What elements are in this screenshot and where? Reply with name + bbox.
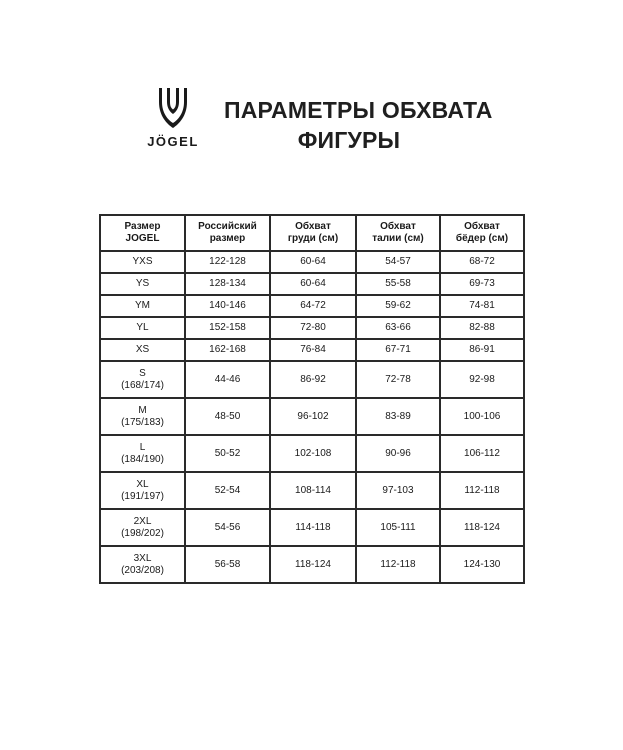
header-text: груди (см) [287, 233, 339, 244]
cell-chest: 108-114 [270, 472, 356, 509]
cell-size [100, 546, 185, 583]
size-text: (191/197) [121, 490, 164, 502]
size-text: XS [135, 344, 150, 355]
cell-size [100, 398, 185, 435]
cell-hips: 106-112 [440, 435, 524, 472]
cell-waist: 59-62 [356, 295, 440, 317]
page-title [224, 95, 493, 155]
cell-size [100, 295, 185, 317]
cell-russian-size: 48-50 [185, 398, 270, 435]
cell-russian-size: 128-134 [185, 273, 270, 295]
cell-hips: 82-88 [440, 317, 524, 339]
cell-chest: 114-118 [270, 509, 356, 546]
header [0, 0, 623, 170]
header-text: талии (см) [372, 233, 424, 244]
cell-size [100, 509, 185, 546]
cell-chest: 60-64 [270, 273, 356, 295]
header-text: Обхват [380, 221, 416, 232]
header-chest [270, 215, 356, 251]
cell-size [100, 435, 185, 472]
header-russian-size [185, 215, 270, 251]
cell-hips: 100-106 [440, 398, 524, 435]
header-text: бёдер (см) [455, 233, 509, 244]
size-text: (203/208) [121, 564, 164, 576]
header-text: размер [209, 233, 246, 244]
cell-chest: 64-72 [270, 295, 356, 317]
header-waist [356, 215, 440, 251]
header-text: Размер [124, 221, 161, 232]
cell-waist: 72-78 [356, 361, 440, 398]
jogel-logo-icon [153, 88, 193, 130]
title-line-2: ФИГУРЫ [297, 127, 401, 153]
cell-chest: 96-102 [270, 398, 356, 435]
cell-waist: 97-103 [356, 472, 440, 509]
table-row [100, 251, 524, 273]
cell-russian-size: 140-146 [185, 295, 270, 317]
cell-waist: 54-57 [356, 251, 440, 273]
brand-name: JÖGEL [147, 134, 199, 149]
brand-logo [138, 88, 208, 150]
cell-hips: 112-118 [440, 472, 524, 509]
cell-waist: 90-96 [356, 435, 440, 472]
table-row [100, 546, 524, 583]
size-table [99, 214, 525, 584]
cell-hips: 124-130 [440, 546, 524, 583]
cell-size [100, 339, 185, 361]
cell-hips: 92-98 [440, 361, 524, 398]
cell-russian-size: 54-56 [185, 509, 270, 546]
cell-size [100, 251, 185, 273]
cell-waist: 105-111 [356, 509, 440, 546]
cell-chest: 72-80 [270, 317, 356, 339]
cell-size [100, 317, 185, 339]
header-text: Российский [198, 221, 257, 232]
cell-size [100, 273, 185, 295]
cell-chest: 118-124 [270, 546, 356, 583]
header-text: Обхват [295, 221, 331, 232]
table-row [100, 361, 524, 398]
header-hips [440, 215, 524, 251]
cell-hips: 68-72 [440, 251, 524, 273]
cell-waist: 63-66 [356, 317, 440, 339]
cell-chest: 60-64 [270, 251, 356, 273]
cell-waist: 55-58 [356, 273, 440, 295]
cell-hips: 86-91 [440, 339, 524, 361]
header-size-jogel [100, 215, 185, 251]
cell-chest: 76-84 [270, 339, 356, 361]
cell-russian-size: 44-46 [185, 361, 270, 398]
cell-hips: 69-73 [440, 273, 524, 295]
table-header-row [100, 215, 524, 251]
size-text: (198/202) [121, 527, 164, 539]
cell-russian-size: 152-158 [185, 317, 270, 339]
cell-waist: 67-71 [356, 339, 440, 361]
cell-waist: 83-89 [356, 398, 440, 435]
size-text: YM [135, 300, 150, 311]
header-text: JOGEL [125, 233, 160, 244]
table-row [100, 472, 524, 509]
cell-waist: 112-118 [356, 546, 440, 583]
size-text: YS [135, 278, 150, 289]
size-text: 3XL [133, 552, 152, 564]
cell-russian-size: 50-52 [185, 435, 270, 472]
size-text: 2XL [133, 515, 152, 527]
cell-chest: 102-108 [270, 435, 356, 472]
cell-chest: 86-92 [270, 361, 356, 398]
size-text: (184/190) [121, 453, 164, 465]
cell-size [100, 472, 185, 509]
cell-russian-size: 122-128 [185, 251, 270, 273]
table-row [100, 398, 524, 435]
size-text: M [138, 404, 147, 416]
size-text: XL [136, 478, 149, 490]
cell-size [100, 361, 185, 398]
table-row [100, 295, 524, 317]
size-text: YL [136, 322, 149, 333]
size-text: S [139, 367, 146, 379]
cell-hips: 118-124 [440, 509, 524, 546]
title-line-1: ПАРАМЕТРЫ ОБХВАТА [224, 97, 493, 123]
size-text: (175/183) [121, 416, 164, 428]
table-row [100, 435, 524, 472]
table-row [100, 339, 524, 361]
table-row [100, 273, 524, 295]
size-text: YXS [132, 256, 153, 267]
table-row [100, 509, 524, 546]
cell-russian-size: 56-58 [185, 546, 270, 583]
table-body [100, 251, 524, 583]
cell-hips: 74-81 [440, 295, 524, 317]
header-text: Обхват [464, 221, 500, 232]
size-text: (168/174) [121, 379, 164, 391]
cell-russian-size: 162-168 [185, 339, 270, 361]
cell-russian-size: 52-54 [185, 472, 270, 509]
size-text: L [139, 441, 146, 453]
table-row [100, 317, 524, 339]
